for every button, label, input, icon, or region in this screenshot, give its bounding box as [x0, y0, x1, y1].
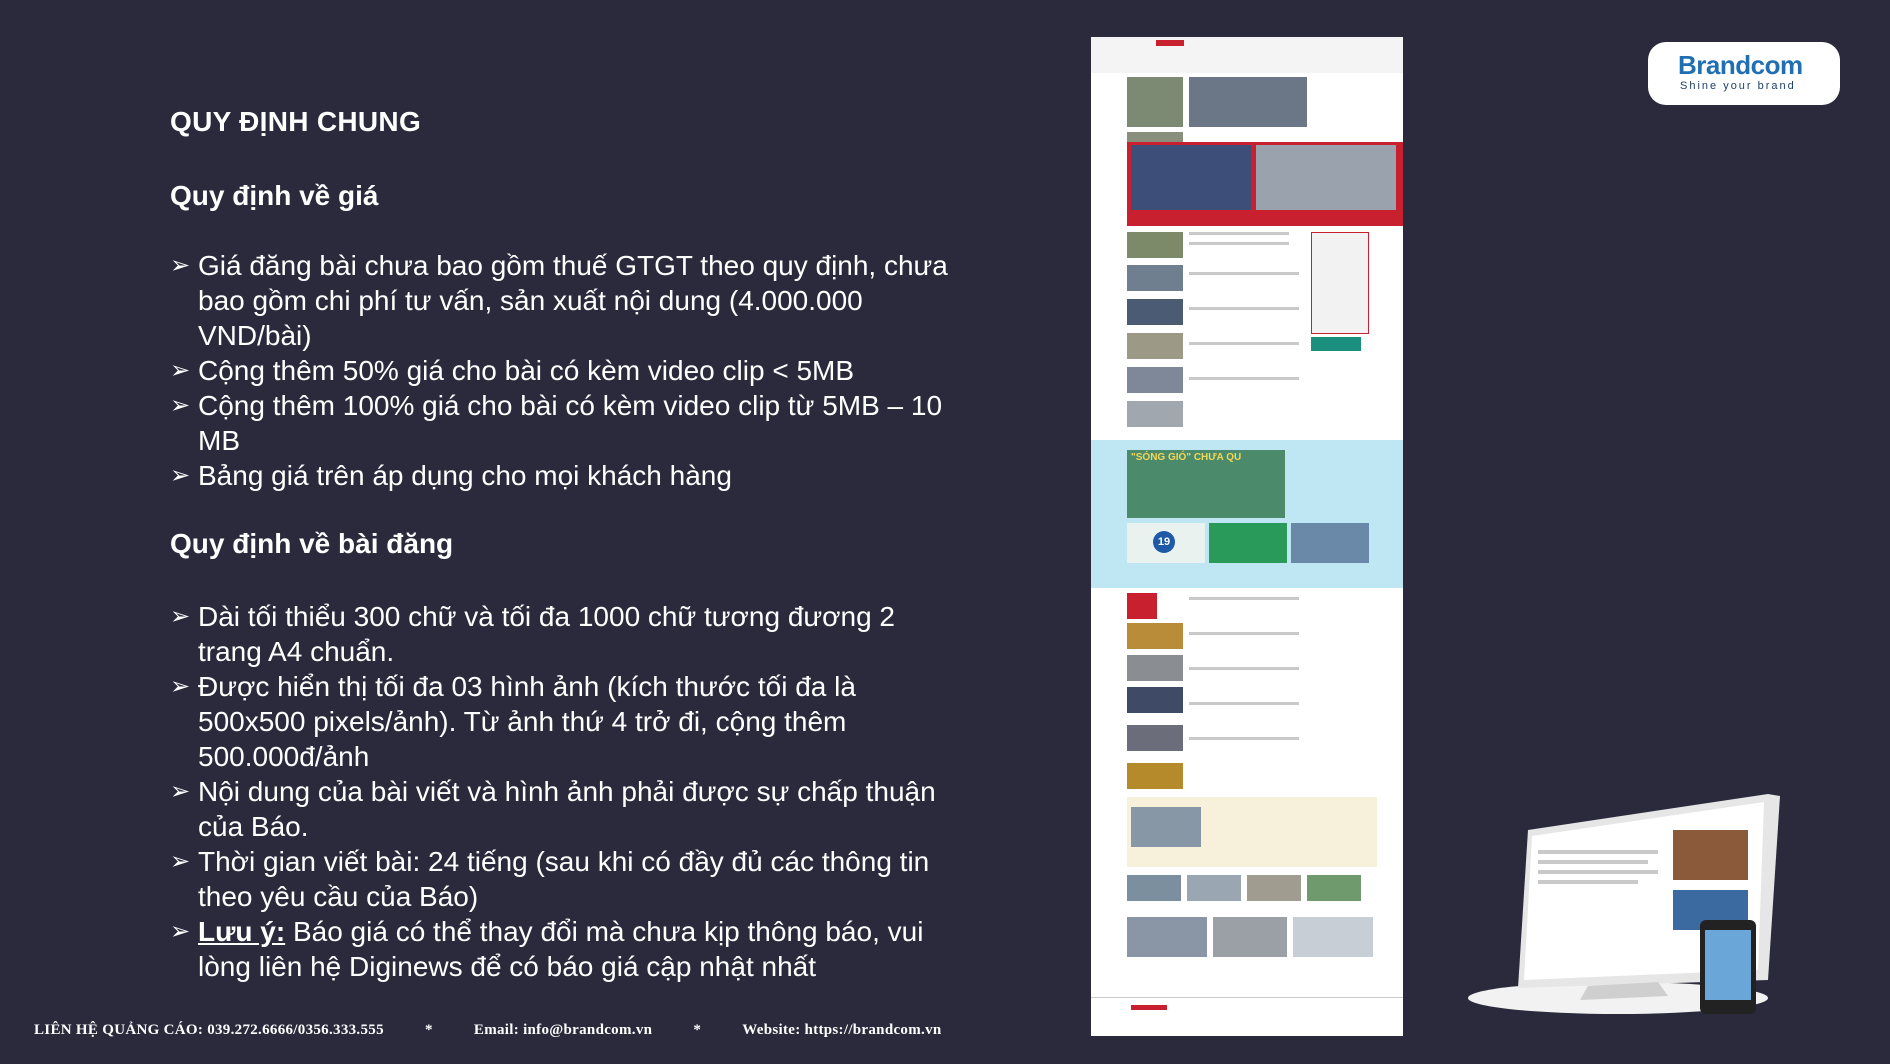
logo-tagline: Shine your brand: [1680, 80, 1796, 92]
page-title: QUY ĐỊNH CHUNG: [170, 106, 422, 137]
footer-website: Website: https://brandcom.vn: [742, 1022, 942, 1038]
arrow-bullet-icon: ➢: [170, 672, 191, 700]
list-item: ➢ Dài tối thiểu 300 chữ và tối đa 1000 chữ tương đương 2 trang A4 chuẩn.: [170, 601, 896, 667]
arrow-bullet-icon: ➢: [170, 602, 191, 630]
thumbnail-banner-text: "SÓNG GIÓ" CHƯA QU: [1131, 452, 1242, 463]
list-item: ➢ Cộng thêm 50% giá cho bài có kèm video clip < 5MB: [170, 355, 855, 386]
arrow-bullet-icon: ➢: [170, 356, 191, 384]
arrow-bullet-icon: ➢: [170, 777, 191, 805]
footer-separator: *: [693, 1022, 702, 1038]
list-item: ➢ Thời gian viết bài: 24 tiếng (sau khi có đầy đủ các thông tin theo yêu cầu của Báo): [170, 846, 930, 912]
arrow-bullet-icon: ➢: [170, 251, 191, 279]
list-item: ➢ Bảng giá trên áp dụng cho mọi khách hàng: [170, 460, 732, 491]
footer-email: Email: info@brandcom.vn: [473, 1022, 653, 1038]
list-item: ➢ Được hiển thị tối đa 03 hình ảnh (kích thước tối đa là 500x500 pixels/ảnh). Từ ảnh thứ 4 trở đi, cộng thêm 500.000đ/ảnh: [170, 671, 856, 772]
note-label: Lưu ý:: [198, 916, 286, 947]
footer-phone: LIÊN HỆ QUẢNG CÁO: 039.272.6666/0356.333.555: [34, 1022, 384, 1038]
arrow-bullet-icon: ➢: [170, 917, 191, 945]
post-section-heading: Quy định về bài đăng: [170, 528, 454, 559]
logo-name: Brandcom: [1678, 50, 1803, 80]
arrow-bullet-icon: ➢: [170, 461, 191, 489]
note-text: Báo giá có thể thay đổi mà chưa kịp thông báo, vui lòng liên hệ Diginews để có báo giá cập nhật nhất: [198, 916, 924, 982]
footer-contact: [34, 1022, 942, 1039]
brandcom-logo: [1648, 42, 1840, 105]
arrow-bullet-icon: ➢: [170, 847, 191, 875]
list-item: ➢ Nội dung của bài viết và hình ảnh phải được sự chấp thuận của Báo.: [170, 776, 936, 842]
list-item: ➢ Cộng thêm 100% giá cho bài có kèm video clip từ 5MB – 10 MB: [170, 390, 943, 456]
website-screenshot-thumbnail: [1091, 37, 1403, 1036]
monitor-phone-illustration: [1468, 790, 1802, 1020]
footer-separator: *: [424, 1022, 433, 1038]
list-item: ➢ Giá đăng bài chưa bao gồm thuế GTGT theo quy định, chưa bao gồm chi phí tư vấn, sản xuất nội dung (4.000.000 VND/bài): [170, 250, 948, 351]
note-item: [170, 914, 950, 984]
arrow-bullet-icon: ➢: [170, 391, 191, 419]
post-rules-list: [170, 599, 950, 984]
thumbnail-badge-number: 19: [1153, 531, 1175, 553]
price-section-heading: Quy định về giá: [170, 180, 379, 211]
price-rules-list: [170, 248, 950, 493]
